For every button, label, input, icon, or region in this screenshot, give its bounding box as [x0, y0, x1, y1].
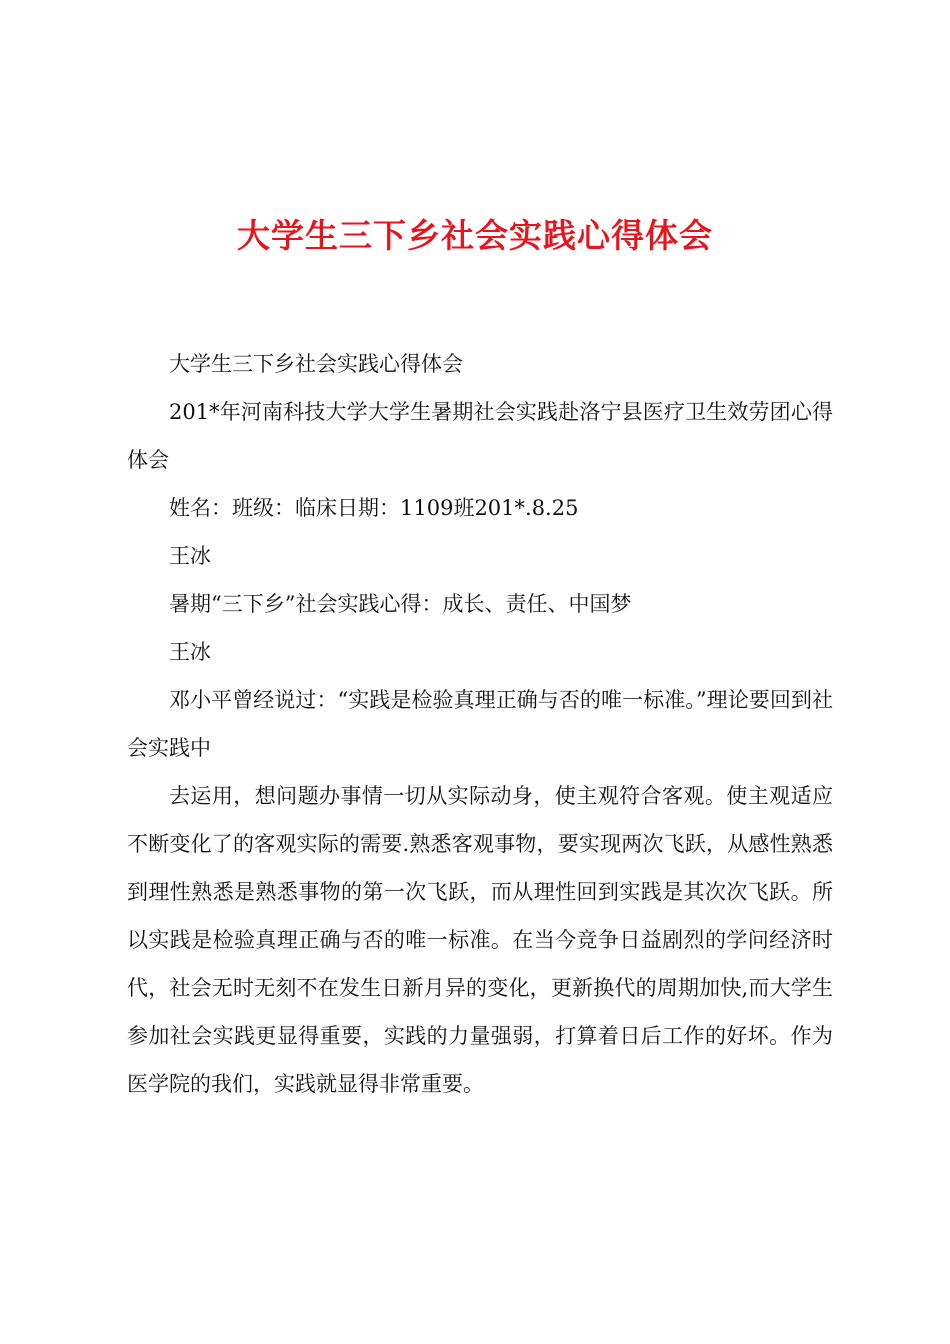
- document-title: 大学生三下乡社会实践心得体会: [237, 216, 713, 255]
- paragraph-subtitle: 暑期“三下乡”社会实践心得：成长、责任、中国梦: [169, 592, 632, 616]
- paragraph-body: 去运用，想问题办事情一切从实际动身，使主观符合客观。使主观适应不断变化了的客观实际的需要.熟悉客观事物，要实现两次飞跃，从感性熟悉到理性熟悉是熟悉事物的第一次飞跃，而从理性回到实践是其次次飞跃。所以实践是检验真理正确与否的唯一标准。在当今竞争日益剧烈的学问经济时代，社会无时无刻不在发生日新月异的变化，更新换代的周期加快,而大学生参加社会实践更显得重要，实践的力量强弱，打算着日后工作的好坏。作为医学院的我们，实践就显得非常重要。: [127, 784, 833, 1096]
- paragraph-info-line: 姓名：班级：临床日期：1109班201*.8.25: [169, 496, 579, 520]
- document-body: [127, 340, 833, 1108]
- paragraph-heading: 大学生三下乡社会实践心得体会: [169, 352, 463, 376]
- paragraph-quote: 邓小平曾经说过：“实践是检验真理正确与否的唯一标准。”理论要回到社会实践中: [127, 688, 833, 760]
- paragraph-team: 201*年河南科技大学大学生暑期社会实践赴洛宁县医疗卫生效劳团心得体会: [127, 400, 833, 472]
- paragraph-author: 王冰: [169, 544, 211, 568]
- paragraph-author-2: 王冰: [169, 640, 211, 664]
